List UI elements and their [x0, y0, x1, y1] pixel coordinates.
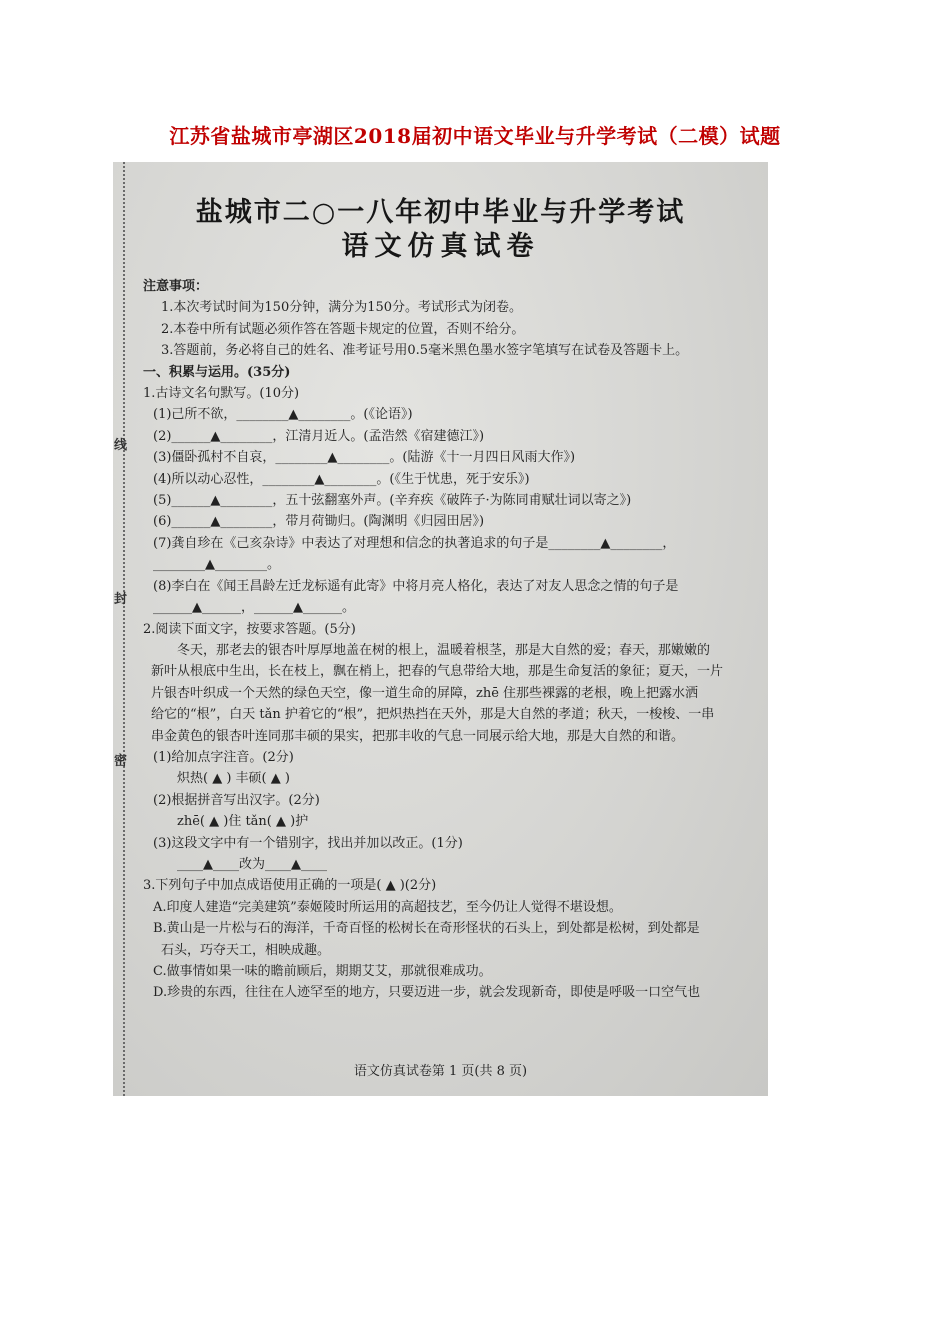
exam-content — [143, 276, 741, 1004]
binding-dotted-line — [123, 162, 125, 1096]
exam-line: (7)龚自珍在《己亥杂诗》中表达了对理想和信念的执著追求的句子是________▲________， — [153, 535, 676, 551]
exam-line: ____▲____改为____▲____ — [177, 856, 327, 872]
side-mark-xian: 线 — [114, 438, 128, 453]
exam-line: 给它的“根”，白天 tǎn 护着它的“根”，把炽热挡在天外，那是大自然的孝道；秋天，一梭梭、一串 — [151, 707, 715, 723]
exam-line: 一、积累与运用。(35分) — [143, 364, 291, 380]
exam-line: ______▲______，______▲______。 — [153, 600, 355, 616]
exam-line: (3)这段文字中有一个错别字，找出并加以改正。(1分) — [153, 835, 463, 851]
exam-line: 新叶从根底中生出，长在枝上，飘在梢上，把春的气息带给大地，那是生命复活的象征；夏天，一片 — [151, 664, 724, 680]
exam-line: 注意事项： — [143, 279, 209, 294]
exam-line: (2)______▲________，江清月近人。(孟浩然《宿建德江》) — [153, 428, 485, 444]
page-footer: 语文仿真试卷第 1 页(共 8 页) — [353, 1064, 528, 1079]
exam-line: (3)僵卧孤村不自哀，________▲________。(陆游《十一月四日风雨大作》) — [153, 450, 576, 466]
exam-line: zhē( ▲ )住 tǎn( ▲ )护 — [177, 814, 309, 830]
exam-line: B.黄山是一片松与石的海洋，千奇百怪的松树长在奇形怪状的石头上，到处都是松树，到处都是 — [153, 921, 700, 937]
exam-line: 3.答题前，务必将自己的姓名、准考证号用0.5毫米黑色墨水签字笔填写在试卷及答题卡上。 — [161, 343, 689, 359]
exam-line: 串金黄色的银杏叶连同那丰硕的果实，把那丰收的气息一同展示给大地，那是大自然的和谐。 — [151, 728, 685, 744]
exam-line: (8)李白在《闻王昌龄左迁龙标遥有此寄》中将月亮人格化，表达了对友人思念之情的句子是 — [153, 578, 679, 594]
exam-line: 片银杏叶织成一个天然的绿色天空，像一道生命的屏障，zhē 住那些裸露的老根，晚上把露水洒 — [151, 685, 699, 701]
exam-line: (5)______▲________，五十弦翻塞外声。(辛弃疾《破阵子·为陈同甫赋壮词以寄之》) — [153, 493, 632, 509]
exam-line: 2.本卷中所有试题必须作答在答题卡规定的位置，否则不给分。 — [161, 321, 525, 337]
exam-line: (1)己所不欲，________▲________。(《论语》) — [153, 407, 413, 423]
document-title: 江苏省盐城市亭湖区2018届初中语文毕业与升学考试（二模）试题 — [169, 124, 781, 148]
exam-line: 1.古诗文名句默写。(10分) — [143, 386, 300, 402]
exam-line: 1.本次考试时间为150分钟，满分为150分。考试形式为闭卷。 — [161, 300, 523, 316]
exam-line: D.珍贵的东西，往往在人迹罕至的地方，只要迈进一步，就会发现新奇，即使是呼吸一口空气也 — [153, 985, 701, 1001]
exam-line: ________▲________。 — [153, 557, 280, 573]
exam-line: (6)______▲________，带月荷锄归。(陶渊明《归园田居》) — [153, 514, 485, 530]
side-mark-feng: 封 — [114, 592, 128, 607]
exam-subtitle: 语文仿真试卷 — [341, 231, 540, 262]
exam-line: 3.下列句子中加点成语使用正确的一项是( ▲ )(2分) — [143, 878, 437, 894]
exam-title: 盐城市二○一八年初中毕业与升学考试 — [195, 197, 686, 228]
exam-line: (2)根据拼音写出汉字。(2分) — [153, 792, 320, 808]
exam-line: A.印度人建造“完美建筑”泰姬陵时所运用的高超技艺，至今仍让人觉得不堪设想。 — [153, 899, 622, 915]
exam-line: 炽热( ▲ ) 丰硕( ▲ ) — [177, 771, 290, 787]
exam-line: (4)所以动心忍性，________▲________。(《生于忧患，死于安乐》) — [153, 471, 530, 487]
exam-line: (1)给加点字注音。(2分) — [153, 749, 294, 765]
exam-photo — [113, 162, 768, 1096]
exam-line: 冬天，那老去的银杏叶厚厚地盖在树的根上，温暖着根茎，那是大自然的爱；春天，那嫩嫩的 — [177, 642, 711, 658]
exam-line: C.做事情如果一味的瞻前顾后，期期艾艾，那就很难成功。 — [153, 964, 492, 979]
side-mark-mi: 密 — [114, 754, 128, 769]
exam-line: 石头，巧夺天工，相映成趣。 — [161, 942, 331, 958]
exam-line: 2.阅读下面文字，按要求答题。(5分) — [143, 621, 356, 637]
